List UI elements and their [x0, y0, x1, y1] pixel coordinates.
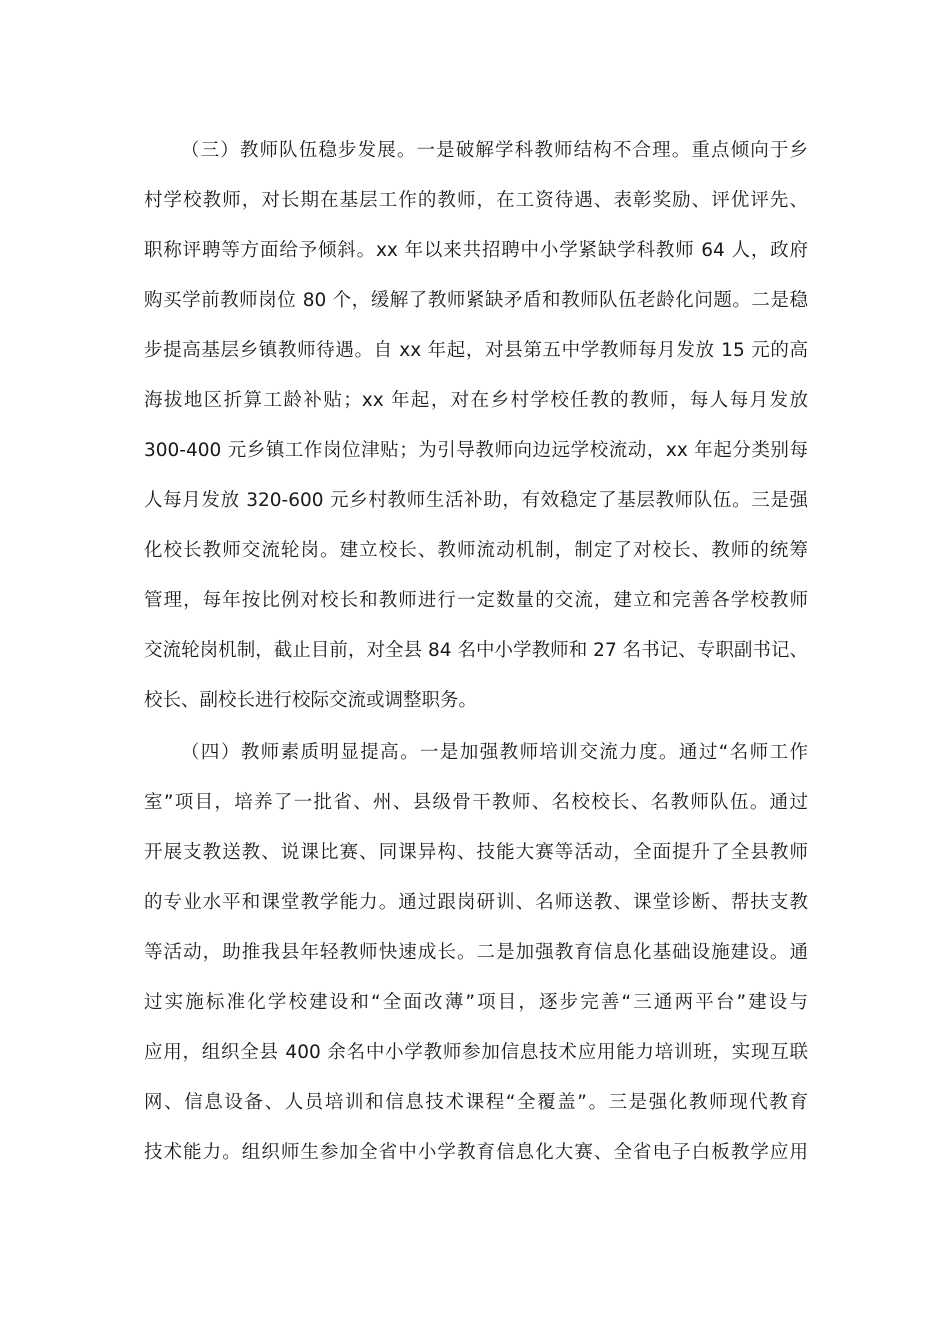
text-line: 的专业水平和课堂教学能力。通过跟岗研训、名师送教、课堂诊断、帮扶支教: [144, 892, 808, 913]
text-line: 交流轮岗机制，截止目前，对全县 84 名中小学教师和 27 名书记、专职副书记、: [144, 640, 808, 661]
text-line: （三）教师队伍稳步发展。一是破解学科教师结构不合理。重点倾向于乡: [181, 140, 808, 161]
text-line: 过实施标准化学校建设和“全面改薄”项目，逐步完善“三通两平台”建设与: [144, 992, 808, 1013]
text-line: 技术能力。组织师生参加全省中小学教育信息化大赛、全省电子白板教学应用: [144, 1142, 808, 1163]
text-line: 海拔地区折算工龄补贴；xx 年起，对在乡村学校任教的教师，每人每月发放: [144, 390, 808, 411]
text-line: 应用，组织全县 400 余名中小学教师参加信息技术应用能力培训班，实现互联: [144, 1042, 808, 1063]
text-line: 购买学前教师岗位 80 个，缓解了教师紧缺矛盾和教师队伍老龄化问题。二是稳: [144, 290, 808, 311]
text-line: 校长、副校长进行校际交流或调整职务。: [144, 690, 478, 711]
text-line: （四）教师素质明显提高。一是加强教师培训交流力度。通过“名师工作: [181, 742, 808, 763]
text-line: 步提高基层乡镇教师待遇。自 xx 年起，对县第五中学教师每月发放 15 元的高: [144, 340, 808, 361]
text-line: 人每月发放 320-600 元乡村教师生活补助，有效稳定了基层教师队伍。三是强: [144, 490, 808, 511]
text-line: 开展支教送教、说课比赛、同课异构、技能大赛等活动，全面提升了全县教师: [144, 842, 808, 863]
text-line: 网、信息设备、人员培训和信息技术课程“全覆盖”。三是强化教师现代教育: [144, 1092, 808, 1113]
text-line: 等活动，助推我县年轻教师快速成长。二是加强教育信息化基础设施建设。通: [144, 942, 808, 963]
text-line: 村学校教师，对长期在基层工作的教师，在工资待遇、表彰奖励、评优评先、: [144, 190, 808, 211]
text-line: 300-400 元乡镇工作岗位津贴；为引导教师向边远学校流动，xx 年起分类别每: [144, 440, 808, 461]
text-line: 室”项目，培养了一批省、州、县级骨干教师、名校校长、名教师队伍。通过: [144, 792, 808, 813]
text-line: 化校长教师交流轮岗。建立校长、教师流动机制，制定了对校长、教师的统筹: [144, 540, 808, 561]
text-line: 职称评聘等方面给予倾斜。xx 年以来共招聘中小学紧缺学科教师 64 人，政府: [144, 240, 808, 261]
text-line: 管理，每年按比例对校长和教师进行一定数量的交流，建立和完善各学校教师: [144, 590, 808, 611]
